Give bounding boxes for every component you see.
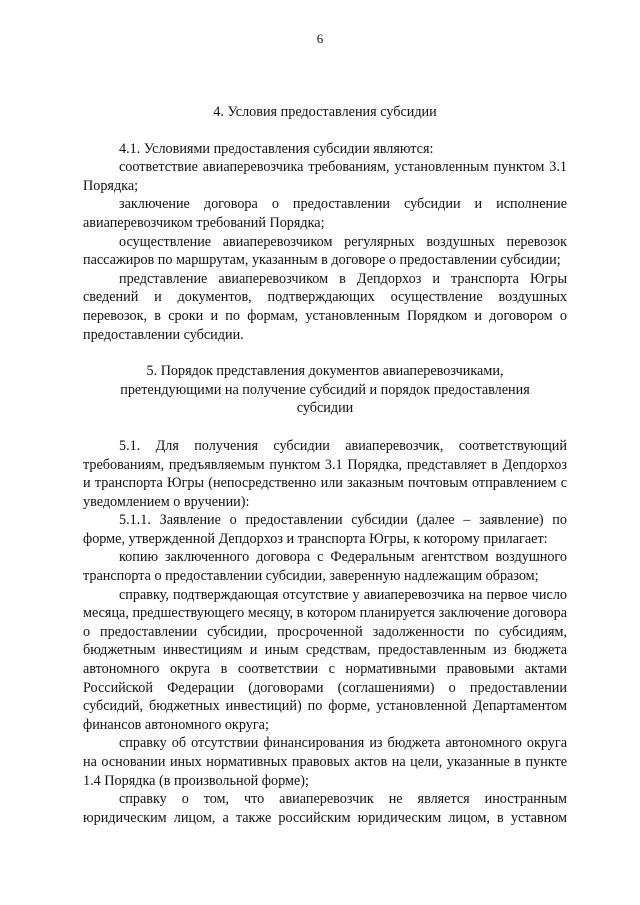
paragraph-agreement: заключение договора о предоставлении субсидии и исполнение авиаперевозчиком требований Порядка;: [83, 196, 567, 231]
paragraph-debt-certificate: справку, подтверждающая отсутствие у авиаперевозчика на первое число месяца, предшествующего месяцу, в котором планируется заключение договора о предоставлении субсидии, просроченной задолженности по субсидиям, бюджетным инвестициям и иным средствам, предоставленным из бюджета автономного округа в соответствии с нормативными правовыми актами Российской Федерации (договорами (соглашениями) о предоставлении субсидий, бюджетных инвестиций) по форме, установленной Департаментом финансов автономного округа;: [83, 586, 567, 733]
page-content: [83, 103, 567, 827]
paragraph-conformity: соответствие авиаперевозчика требованиям, установленным пунктом 3.1 Порядка;: [83, 159, 567, 194]
section-5-heading-line-3: субсидии: [296, 400, 354, 417]
section-5-heading: [83, 362, 567, 418]
paragraph-regular-flights: осуществление авиаперевозчиком регулярных воздушных перевозок пассажиров по маршрутам, указанным в договоре о предоставлении субсидии;: [83, 233, 567, 269]
section-4-heading: 4. Условия предоставления субсидии: [213, 104, 437, 120]
paragraph-contract-copy: копию заключенного договора с Федеральным агентством воздушного транспорта о предоставлении субсидии, заверенную надлежащим образом;: [83, 549, 567, 585]
paragraph-non-foreign-certificate: справку о том, что авиаперевозчик не является иностранным юридическим лицом, а также российским юридическим лицом, в уставном: [83, 791, 567, 826]
paragraph-4-1: 4.1. Условиями предоставления субсидии являются:: [119, 140, 434, 157]
paragraph-submission: представление авиаперевозчиком в Депдорхоз и транспорта Югры сведений и документов, подтверждающих осуществление воздушных перевозок, в сроки и по формам, установленным Порядком и договором о предоставлении субсидии.: [83, 270, 567, 343]
section-5-heading-line-2: претендующими на получение субсидий и порядок предоставления: [120, 381, 530, 398]
section-5-heading-line-1: 5. Порядок представления документов авиаперевозчиками,: [146, 363, 504, 380]
paragraph-5-1-1: 5.1.1. Заявление о предоставлении субсидии (далее – заявление) по форме, утвержденной Депдорхоз и транспорта Югры, к которому прилагает:: [83, 512, 567, 547]
paragraph-no-funding-certificate: справку об отсутствии финансирования из бюджета автономного округа на основании иных нормативных правовых актов на цели, указанные в пункте 1.4 Порядка (в произвольной форме);: [83, 735, 567, 789]
paragraph-5-1: 5.1. Для получения субсидии авиаперевозчик, соответствующий требованиям, предъявляемым пунктом 3.1 Порядка, представляет в Депдорхоз и транспорта Югры (непосредственно или заказным почтовым отправлением с уведомлением о вручении):: [83, 437, 567, 510]
page-number: 6: [316, 31, 324, 46]
